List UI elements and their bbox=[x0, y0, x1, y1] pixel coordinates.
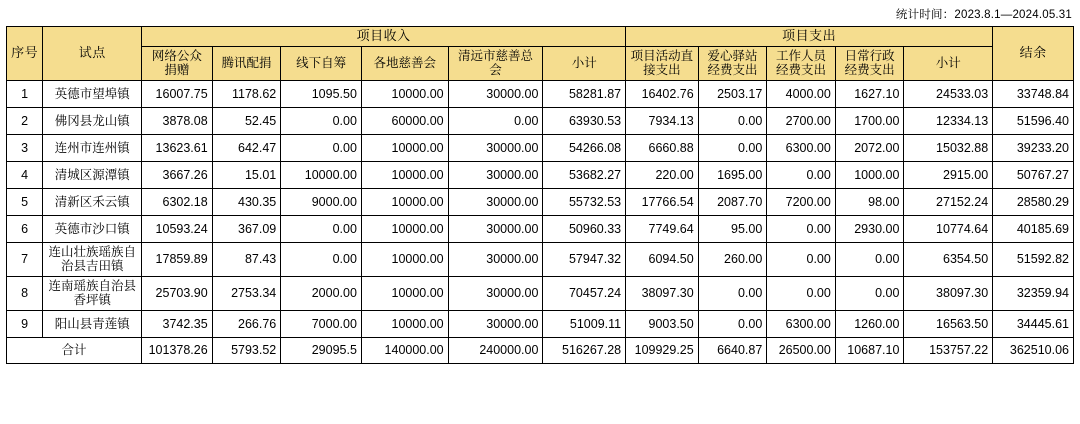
table-row bbox=[7, 276, 1074, 310]
cell-expense-staff: 7200.00 bbox=[767, 188, 836, 215]
cell-expense-staff: 0.00 bbox=[767, 242, 836, 276]
cell-expense-staff: 0.00 bbox=[767, 215, 836, 242]
cell-expense-station: 0.00 bbox=[698, 276, 767, 310]
cell-expense-admin: 1260.00 bbox=[835, 310, 904, 337]
total-expense-direct: 109929.25 bbox=[626, 337, 699, 363]
table-header bbox=[7, 27, 1074, 81]
cell-income-offline: 0.00 bbox=[281, 107, 362, 134]
header-expense-direct-activity: 项目活动直接支出 bbox=[626, 46, 699, 80]
cell-income-qingyuan: 30000.00 bbox=[448, 215, 543, 242]
cell-expense-subtotal: 15032.88 bbox=[904, 134, 993, 161]
cell-expense-admin: 0.00 bbox=[835, 276, 904, 310]
cell-expense-admin: 0.00 bbox=[835, 242, 904, 276]
row-site-name: 连山壮族瑶族自治县吉田镇 bbox=[43, 242, 142, 276]
cell-expense-direct: 16402.76 bbox=[626, 80, 699, 107]
header-income-group: 项目收入 bbox=[142, 27, 626, 47]
cell-income-offline: 9000.00 bbox=[281, 188, 362, 215]
cell-income-subtotal: 50960.33 bbox=[543, 215, 626, 242]
row-site-name: 佛冈县龙山镇 bbox=[43, 107, 142, 134]
cell-income-qingyuan: 30000.00 bbox=[448, 242, 543, 276]
total-balance: 362510.06 bbox=[993, 337, 1074, 363]
table-row bbox=[7, 134, 1074, 161]
cell-income-online: 3742.35 bbox=[142, 310, 213, 337]
cell-expense-direct: 38097.30 bbox=[626, 276, 699, 310]
header-income-local-charity: 各地慈善会 bbox=[361, 46, 448, 80]
cell-expense-direct: 220.00 bbox=[626, 161, 699, 188]
cell-income-offline: 7000.00 bbox=[281, 310, 362, 337]
header-income-offline-fundraising: 线下自筹 bbox=[281, 46, 362, 80]
header-expense-staff: 工作人员经费支出 bbox=[767, 46, 836, 80]
donation-report-table bbox=[6, 26, 1074, 364]
cell-expense-admin: 1700.00 bbox=[835, 107, 904, 134]
row-index: 8 bbox=[7, 276, 43, 310]
row-index: 5 bbox=[7, 188, 43, 215]
cell-income-subtotal: 57947.32 bbox=[543, 242, 626, 276]
cell-balance: 34445.61 bbox=[993, 310, 1074, 337]
cell-income-online: 10593.24 bbox=[142, 215, 213, 242]
cell-income-local: 10000.00 bbox=[361, 188, 448, 215]
cell-income-local: 10000.00 bbox=[361, 161, 448, 188]
cell-income-online: 13623.61 bbox=[142, 134, 213, 161]
cell-income-local: 10000.00 bbox=[361, 242, 448, 276]
cell-expense-direct: 7749.64 bbox=[626, 215, 699, 242]
total-expense-admin: 10687.10 bbox=[835, 337, 904, 363]
cell-income-online: 3878.08 bbox=[142, 107, 213, 134]
header-row-group bbox=[7, 27, 1074, 47]
cell-balance: 51592.82 bbox=[993, 242, 1074, 276]
cell-income-local: 60000.00 bbox=[361, 107, 448, 134]
cell-income-subtotal: 54266.08 bbox=[543, 134, 626, 161]
row-index: 6 bbox=[7, 215, 43, 242]
cell-expense-direct: 17766.54 bbox=[626, 188, 699, 215]
cell-expense-subtotal: 16563.50 bbox=[904, 310, 993, 337]
cell-income-tencent: 642.47 bbox=[212, 134, 281, 161]
row-index: 4 bbox=[7, 161, 43, 188]
header-expense-station: 爱心驿站经费支出 bbox=[698, 46, 767, 80]
cell-expense-station: 0.00 bbox=[698, 107, 767, 134]
header-income-qingyuan-charity: 清远市慈善总会 bbox=[448, 46, 543, 80]
total-expense-staff: 26500.00 bbox=[767, 337, 836, 363]
cell-expense-staff: 2700.00 bbox=[767, 107, 836, 134]
cell-income-subtotal: 70457.24 bbox=[543, 276, 626, 310]
total-income-offline: 29095.5 bbox=[281, 337, 362, 363]
cell-income-tencent: 430.35 bbox=[212, 188, 281, 215]
cell-expense-admin: 2072.00 bbox=[835, 134, 904, 161]
header-expense-subtotal: 小计 bbox=[904, 46, 993, 80]
cell-expense-subtotal: 27152.24 bbox=[904, 188, 993, 215]
cell-income-tencent: 266.76 bbox=[212, 310, 281, 337]
row-site-name: 连州市连州镇 bbox=[43, 134, 142, 161]
cell-expense-station: 2503.17 bbox=[698, 80, 767, 107]
cell-income-tencent: 1178.62 bbox=[212, 80, 281, 107]
cell-income-qingyuan: 30000.00 bbox=[448, 80, 543, 107]
cell-income-online: 25703.90 bbox=[142, 276, 213, 310]
cell-income-offline: 2000.00 bbox=[281, 276, 362, 310]
cell-expense-direct: 9003.50 bbox=[626, 310, 699, 337]
table-row bbox=[7, 188, 1074, 215]
cell-balance: 39233.20 bbox=[993, 134, 1074, 161]
total-income-tencent: 5793.52 bbox=[212, 337, 281, 363]
cell-income-tencent: 2753.34 bbox=[212, 276, 281, 310]
row-index: 7 bbox=[7, 242, 43, 276]
cell-expense-station: 95.00 bbox=[698, 215, 767, 242]
row-index: 2 bbox=[7, 107, 43, 134]
cell-income-local: 10000.00 bbox=[361, 215, 448, 242]
table-row bbox=[7, 107, 1074, 134]
cell-income-qingyuan: 30000.00 bbox=[448, 310, 543, 337]
cell-expense-admin: 1627.10 bbox=[835, 80, 904, 107]
cell-expense-station: 260.00 bbox=[698, 242, 767, 276]
cell-balance: 33748.84 bbox=[993, 80, 1074, 107]
cell-income-local: 10000.00 bbox=[361, 134, 448, 161]
row-site-name: 英德市沙口镇 bbox=[43, 215, 142, 242]
cell-expense-staff: 6300.00 bbox=[767, 134, 836, 161]
row-index: 1 bbox=[7, 80, 43, 107]
cell-income-tencent: 52.45 bbox=[212, 107, 281, 134]
cell-income-subtotal: 53682.27 bbox=[543, 161, 626, 188]
cell-expense-admin: 2930.00 bbox=[835, 215, 904, 242]
cell-income-tencent: 367.09 bbox=[212, 215, 281, 242]
total-label: 合计 bbox=[7, 337, 142, 363]
row-site-name: 阳山县青莲镇 bbox=[43, 310, 142, 337]
table-row bbox=[7, 310, 1074, 337]
cell-balance: 50767.27 bbox=[993, 161, 1074, 188]
cell-income-offline: 10000.00 bbox=[281, 161, 362, 188]
cell-income-qingyuan: 30000.00 bbox=[448, 161, 543, 188]
header-expense-group: 项目支出 bbox=[626, 27, 993, 47]
header-row-sub bbox=[7, 46, 1074, 80]
cell-expense-staff: 0.00 bbox=[767, 161, 836, 188]
cell-expense-station: 2087.70 bbox=[698, 188, 767, 215]
cell-expense-admin: 1000.00 bbox=[835, 161, 904, 188]
cell-income-subtotal: 55732.53 bbox=[543, 188, 626, 215]
cell-income-offline: 0.00 bbox=[281, 215, 362, 242]
cell-income-subtotal: 51009.11 bbox=[543, 310, 626, 337]
cell-expense-direct: 7934.13 bbox=[626, 107, 699, 134]
cell-expense-station: 0.00 bbox=[698, 310, 767, 337]
row-site-name: 清新区禾云镇 bbox=[43, 188, 142, 215]
total-income-subtotal: 516267.28 bbox=[543, 337, 626, 363]
statistics-period-label: 统计时间：2023.8.1—2024.05.31 bbox=[895, 9, 1072, 21]
header-site: 试点 bbox=[43, 27, 142, 81]
cell-expense-subtotal: 12334.13 bbox=[904, 107, 993, 134]
cell-income-tencent: 87.43 bbox=[212, 242, 281, 276]
cell-expense-staff: 6300.00 bbox=[767, 310, 836, 337]
header-income-online-public-donation: 网络公众捐赠 bbox=[142, 46, 213, 80]
cell-income-online: 16007.75 bbox=[142, 80, 213, 107]
cell-balance: 28580.29 bbox=[993, 188, 1074, 215]
cell-income-offline: 0.00 bbox=[281, 134, 362, 161]
cell-income-local: 10000.00 bbox=[361, 80, 448, 107]
cell-expense-station: 1695.00 bbox=[698, 161, 767, 188]
cell-income-qingyuan: 30000.00 bbox=[448, 276, 543, 310]
header-balance: 结余 bbox=[993, 27, 1074, 81]
cell-expense-staff: 0.00 bbox=[767, 276, 836, 310]
cell-expense-subtotal: 2915.00 bbox=[904, 161, 993, 188]
cell-income-offline: 0.00 bbox=[281, 242, 362, 276]
cell-income-tencent: 15.01 bbox=[212, 161, 281, 188]
cell-income-local: 10000.00 bbox=[361, 310, 448, 337]
cell-expense-admin: 98.00 bbox=[835, 188, 904, 215]
total-expense-station: 6640.87 bbox=[698, 337, 767, 363]
total-income-local: 140000.00 bbox=[361, 337, 448, 363]
table-row bbox=[7, 161, 1074, 188]
cell-expense-direct: 6660.88 bbox=[626, 134, 699, 161]
cell-income-qingyuan: 0.00 bbox=[448, 107, 543, 134]
cell-balance: 32359.94 bbox=[993, 276, 1074, 310]
cell-income-offline: 1095.50 bbox=[281, 80, 362, 107]
cell-income-subtotal: 58281.87 bbox=[543, 80, 626, 107]
header-index: 序号 bbox=[7, 27, 43, 81]
table-row bbox=[7, 215, 1074, 242]
cell-expense-subtotal: 38097.30 bbox=[904, 276, 993, 310]
cell-income-qingyuan: 30000.00 bbox=[448, 134, 543, 161]
cell-income-subtotal: 63930.53 bbox=[543, 107, 626, 134]
cell-expense-subtotal: 6354.50 bbox=[904, 242, 993, 276]
total-income-online: 101378.26 bbox=[142, 337, 213, 363]
header-expense-admin: 日常行政经费支出 bbox=[835, 46, 904, 80]
cell-income-qingyuan: 30000.00 bbox=[448, 188, 543, 215]
cell-expense-subtotal: 24533.03 bbox=[904, 80, 993, 107]
table-body bbox=[7, 80, 1074, 363]
cell-income-local: 10000.00 bbox=[361, 276, 448, 310]
row-index: 9 bbox=[7, 310, 43, 337]
total-expense-subtotal: 153757.22 bbox=[904, 337, 993, 363]
table-total-row bbox=[7, 337, 1074, 363]
total-income-qingyuan: 240000.00 bbox=[448, 337, 543, 363]
header-income-subtotal: 小计 bbox=[543, 46, 626, 80]
cell-income-online: 6302.18 bbox=[142, 188, 213, 215]
cell-balance: 40185.69 bbox=[993, 215, 1074, 242]
cell-expense-staff: 4000.00 bbox=[767, 80, 836, 107]
cell-expense-direct: 6094.50 bbox=[626, 242, 699, 276]
cell-income-online: 17859.89 bbox=[142, 242, 213, 276]
row-site-name: 清城区源潭镇 bbox=[43, 161, 142, 188]
cell-balance: 51596.40 bbox=[993, 107, 1074, 134]
header-income-tencent-match: 腾讯配捐 bbox=[212, 46, 281, 80]
cell-expense-subtotal: 10774.64 bbox=[904, 215, 993, 242]
table-row bbox=[7, 242, 1074, 276]
cell-expense-station: 0.00 bbox=[698, 134, 767, 161]
table-row bbox=[7, 80, 1074, 107]
row-index: 3 bbox=[7, 134, 43, 161]
cell-income-online: 3667.26 bbox=[142, 161, 213, 188]
row-site-name: 英德市望埠镇 bbox=[43, 80, 142, 107]
row-site-name: 连南瑶族自治县香坪镇 bbox=[43, 276, 142, 310]
